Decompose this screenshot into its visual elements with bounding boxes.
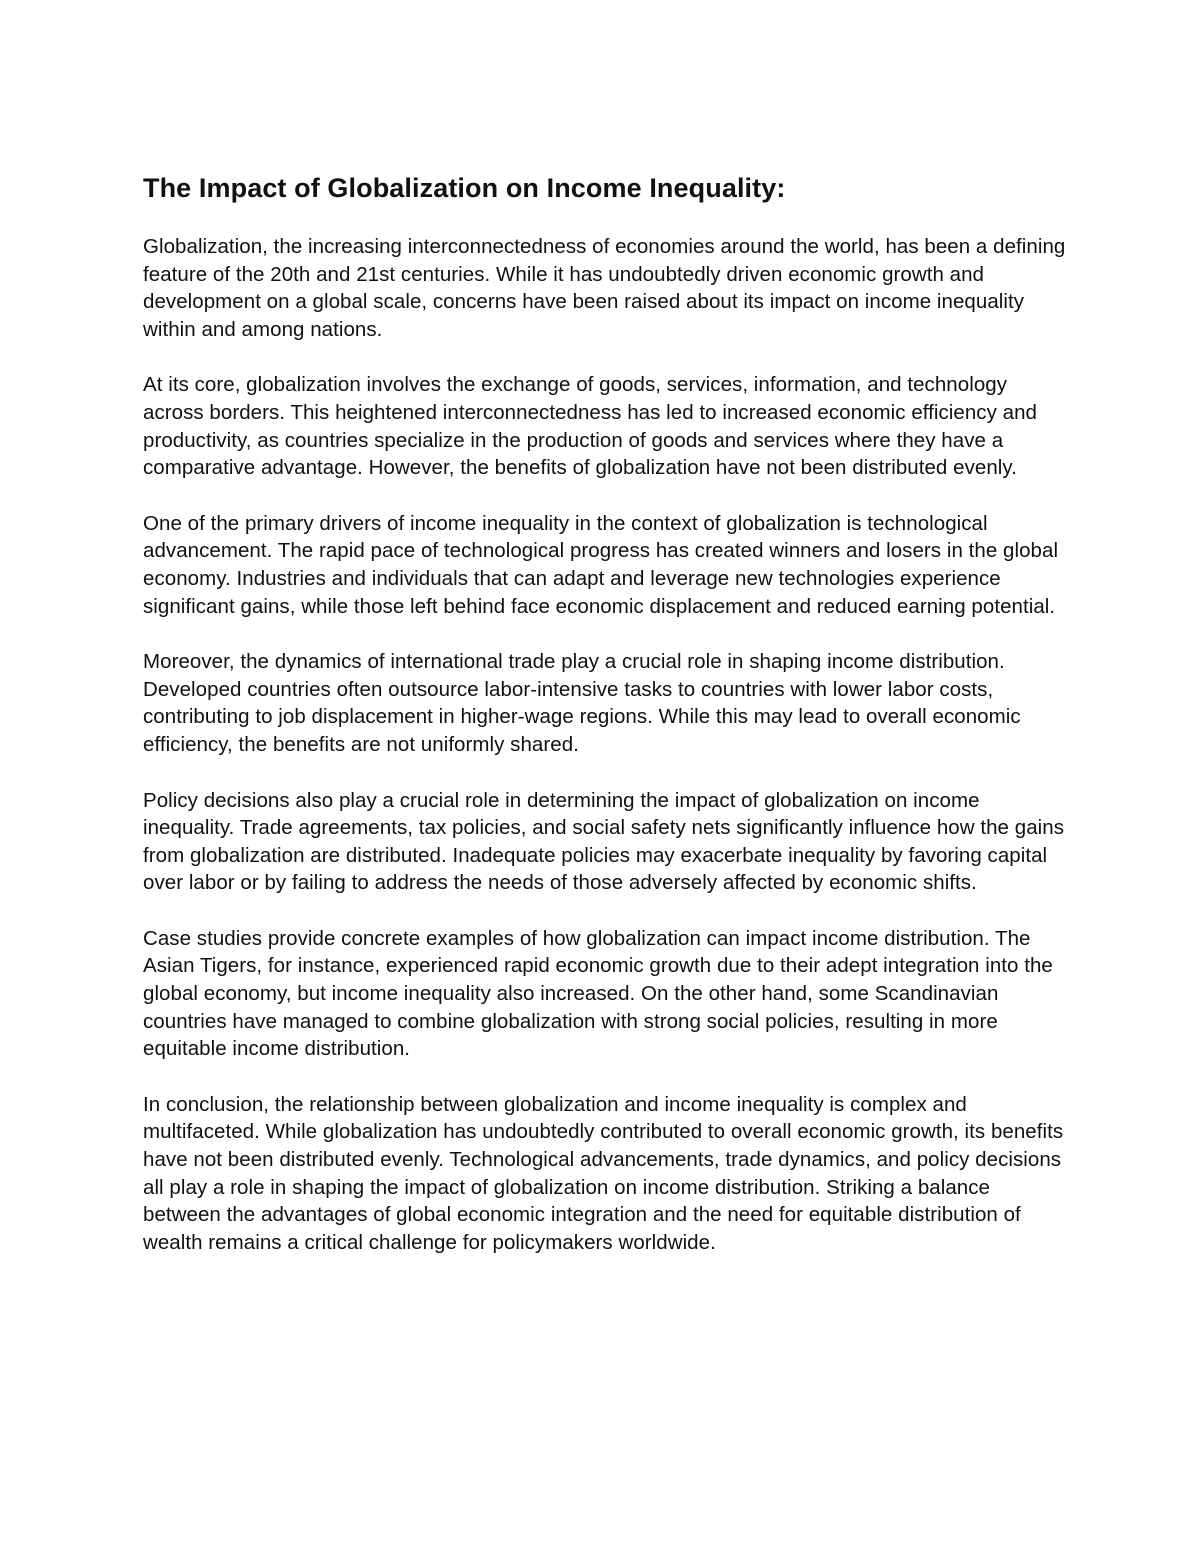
paragraph-case-studies: Case studies provide concrete examples of how globalization can impact income distribution. The Asian Tigers, for instance, experienced rapid economic growth due to their adept integration into the global economy, but income inequality also increased. On the other hand, some Scandinavian countries have managed to combine globalization with strong social policies, resulting in more equitable income distribution. [143, 926, 1053, 1061]
paragraph-core-concepts: At its core, globalization involves the exchange of goods, services, information, and technology across borders. This heightened interconnectedness has led to increased economic efficiency and productivity, as countries specialize in the production of goods and services where they have a comparative advantage. However, the benefits of globalization have not been distributed evenly. [143, 373, 1037, 480]
paragraph-conclusion: In conclusion, the relationship between globalization and income inequality is complex and multifaceted. While globalization has undoubtedly contributed to overall economic growth, its benefits have not been distributed evenly. Technological advancements, trade dynamics, and policy decisions all play a role in shaping the impact of globalization on income distribution. Striking a balance between the advantages of global economic integration and the need for equitable distribution of wealth remains a critical challenge for policymakers worldwide. [143, 1092, 1064, 1254]
document-title: The Impact of Globalization on Income Inequality: [143, 173, 786, 203]
document-body [143, 170, 1073, 1284]
paragraph-technology: One of the primary drivers of income inequality in the context of globalization is technological advancement. The rapid pace of technological progress has created winners and losers in the global economy. Industries and individuals that can adapt and leverage new technologies experience significant gains, while those left behind face economic displacement and reduced earning potential. [143, 511, 1059, 618]
paragraph-policy: Policy decisions also play a crucial role in determining the impact of globalization on income inequality. Trade agreements, tax policies, and social safety nets significantly influence how the gains from globalization are distributed. Inadequate policies may exacerbate inequality by favoring capital over labor or by failing to address the needs of those adversely affected by economic shifts. [143, 788, 1065, 895]
paragraph-trade: Moreover, the dynamics of international trade play a crucial role in shaping income distribution. Developed countries often outsource labor-intensive tasks to countries with lower labor costs, contributing to job displacement in higher-wage regions. While this may lead to overall economic efficiency, the benefits are not uniformly shared. [143, 650, 1021, 756]
paragraph-introduction: Globalization, the increasing interconnectedness of economies around the world, has been a defining feature of the 20th and 21st centuries. While it has undoubtedly driven economic growth and development on a global scale, concerns have been raised about its impact on income inequality within and among nations. [143, 235, 1066, 341]
